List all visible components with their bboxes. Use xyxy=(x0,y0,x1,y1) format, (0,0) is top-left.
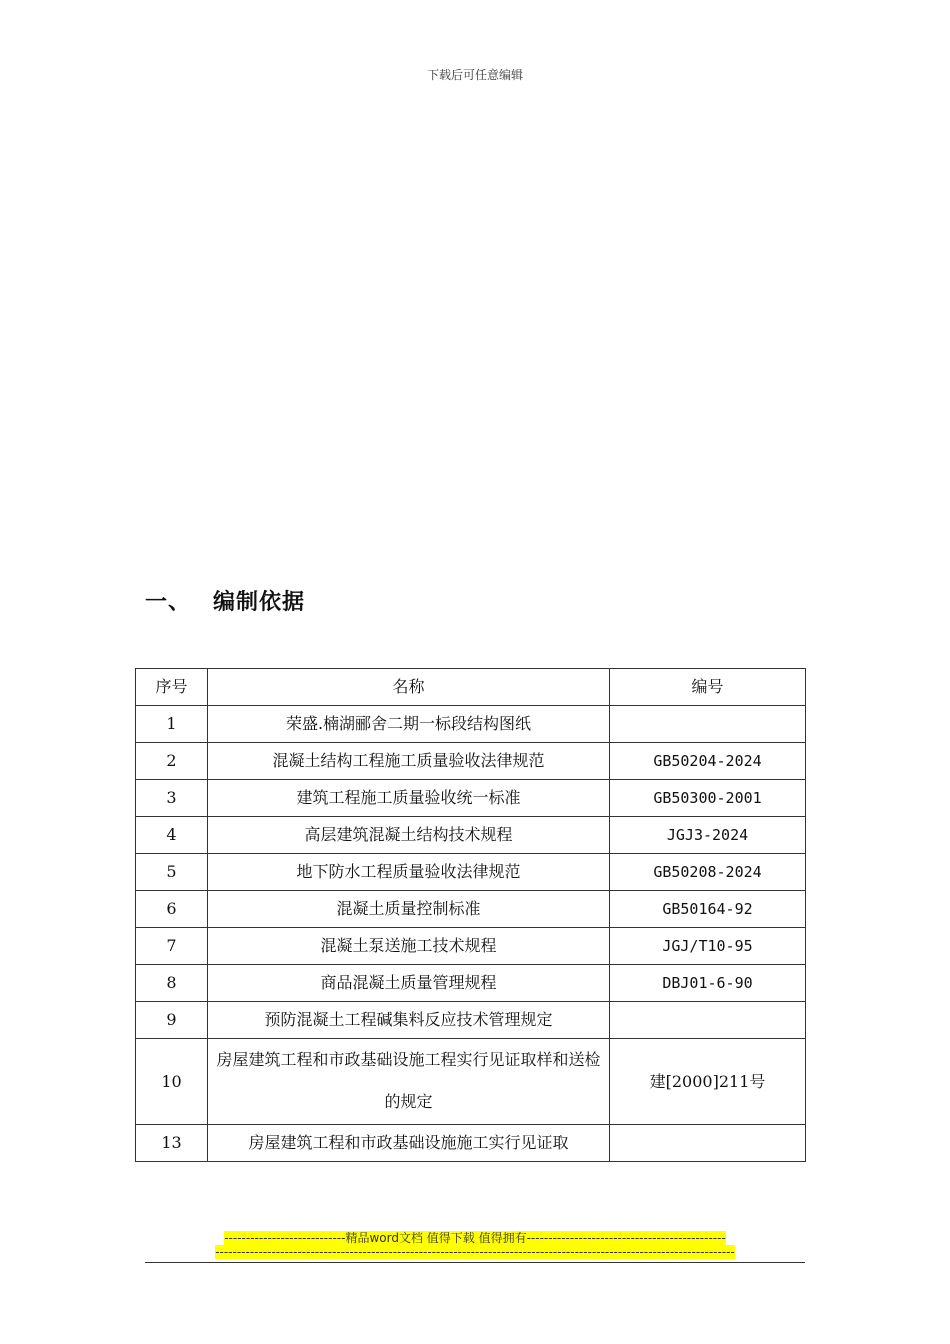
row-name: 混凝土质量控制标准 xyxy=(208,891,610,928)
row-code: DBJ01-6-90 xyxy=(610,965,806,1002)
row-no: 8 xyxy=(136,965,208,1002)
table-row xyxy=(136,706,806,743)
row-name: 混凝土泵送施工技术规程 xyxy=(208,928,610,965)
row-code xyxy=(610,1125,806,1162)
footer-banner-text: ----------------------------精品word文档 值得下载 值得拥有---------------------------------------------- xyxy=(224,1231,726,1245)
row-code: JGJ3-2024 xyxy=(610,817,806,854)
row-no: 9 xyxy=(136,1002,208,1039)
row-name: 建筑工程施工质量验收统一标准 xyxy=(208,780,610,817)
row-name: 高层建筑混凝土结构技术规程 xyxy=(208,817,610,854)
table-row xyxy=(136,780,806,817)
footer-banner xyxy=(0,1229,950,1246)
table-row xyxy=(136,743,806,780)
section-number: 一、 xyxy=(145,590,192,615)
table-row xyxy=(136,1125,806,1162)
section-heading xyxy=(145,585,305,616)
row-code: 建[2000]211号 xyxy=(610,1039,806,1125)
table-row xyxy=(136,928,806,965)
row-name: 预防混凝土工程碱集料反应技术管理规定 xyxy=(208,1002,610,1039)
row-code: GB50204-2024 xyxy=(610,743,806,780)
row-no: 2 xyxy=(136,743,208,780)
row-no: 3 xyxy=(136,780,208,817)
row-name: 地下防水工程质量验收法律规范 xyxy=(208,854,610,891)
footer-dash-text: ------------------------------------------------------------------------------------------------------------------------ xyxy=(215,1245,735,1259)
row-code: GB50208-2024 xyxy=(610,854,806,891)
row-no: 10 xyxy=(136,1039,208,1125)
section-title: 编制依据 xyxy=(213,590,306,615)
row-code: GB50164-92 xyxy=(610,891,806,928)
header-code: 编号 xyxy=(610,669,806,706)
header-name: 名称 xyxy=(208,669,610,706)
footer-rule xyxy=(145,1262,805,1263)
row-name: 商品混凝土质量管理规程 xyxy=(208,965,610,1002)
table-row xyxy=(136,891,806,928)
standards-table xyxy=(135,668,806,1162)
row-no: 6 xyxy=(136,891,208,928)
table-row xyxy=(136,854,806,891)
footer-dash-line xyxy=(0,1245,950,1259)
row-no: 7 xyxy=(136,928,208,965)
row-code xyxy=(610,706,806,743)
row-code xyxy=(610,1002,806,1039)
row-no: 4 xyxy=(136,817,208,854)
table-row xyxy=(136,1039,806,1125)
row-no: 5 xyxy=(136,854,208,891)
row-name: 房屋建筑工程和市政基础设施施工实行见证取 xyxy=(208,1125,610,1162)
row-name: 房屋建筑工程和市政基础设施工程实行见证取样和送检的规定 xyxy=(208,1039,610,1125)
header-no: 序号 xyxy=(136,669,208,706)
row-code: JGJ/T10-95 xyxy=(610,928,806,965)
header-note: 下载后可任意编辑 xyxy=(426,68,523,82)
row-code: GB50300-2001 xyxy=(610,780,806,817)
row-no: 13 xyxy=(136,1125,208,1162)
row-name: 混凝土结构工程施工质量验收法律规范 xyxy=(208,743,610,780)
row-name: 荣盛.楠湖郦舍二期一标段结构图纸 xyxy=(208,706,610,743)
table-header-row xyxy=(136,669,806,706)
table-row xyxy=(136,965,806,1002)
row-no: 1 xyxy=(136,706,208,743)
table-row xyxy=(136,817,806,854)
table-row xyxy=(136,1002,806,1039)
